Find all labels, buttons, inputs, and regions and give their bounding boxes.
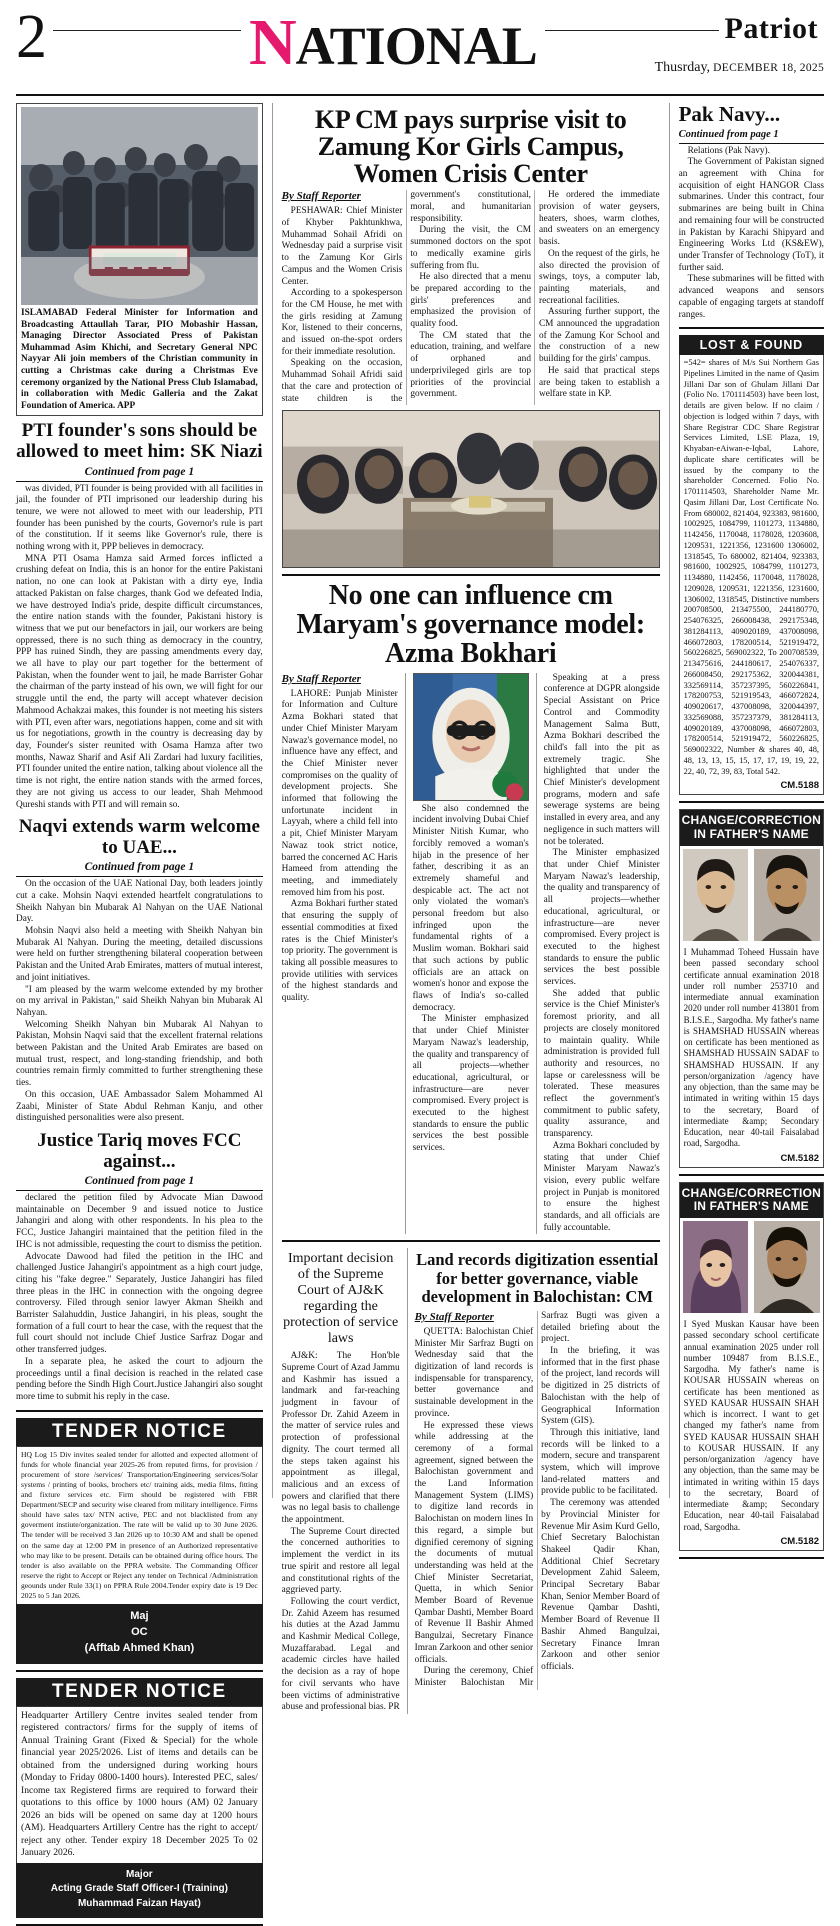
brand-logo: Patriot bbox=[724, 12, 818, 45]
signature-line: OC bbox=[131, 1626, 148, 1639]
photo-illustration bbox=[754, 1221, 820, 1313]
inner-divider bbox=[405, 673, 406, 1235]
page-number: 2 bbox=[16, 3, 47, 71]
paragraph: She added that public service is the Chief Minister's foremost priority, and all projects are closely monitored to maintain quality. While administration is provided full authority and resources, no lapse or carelessness will be tolerated. These measures reflect the government's commitment to public safety, quality assurance, and transparency. bbox=[543, 988, 660, 1140]
paragraph: On the request of the girls, he also directed the provision of swings, toys, a computer lab, painting materials, and recreational facilities. bbox=[538, 248, 660, 306]
paragraph: On the occasion of the UAE National Day, both leaders jointly cut a cake. Mohsin Naqvi extended heartfelt congratulations to Sheikh Nahyan bin Mubarak Al Nahyan on the UAE National Day. bbox=[16, 879, 263, 925]
tender-signature-1 bbox=[16, 1604, 263, 1664]
tender-banner-1: TENDER NOTICE bbox=[16, 1418, 263, 1446]
paragraph: MNA PTI Osama Hamza said Armed forces inflicted a crushing defeat on India, this is an honor for the entire Pakistani nation, no one can look at Pakistan with a dirty eye, India attacked Pakistan on false charges, thank God we defeated India, we have destroyed India's pride, despite difficult circumstances, the entire nation stands with the founder, Pakistani history is witness that we put our benefactors in jail, our workers are being oppressed, there is no such thing as democracy in the country, PPP has ruined Sindh, they are passing amendments every day, we all have to play our part together for the betterment of Pakistan, when the founder went to jail, he made Barrister Gohar the chairman of the party instead of his own, we will fight for our struggle until the end, the party will accept whatever decision Mahmood Achakzai makes, this founder is not meeting his sisters with PTI, even after wars, negotiations happen, come and sit with us for negotiations, growth in the country is decreasing day by day, Founder's sister reunited with Osama Hamza after two months, Nawaz Sharif and Asif Ali Zardari had luxury facilities, PTI founder united the entire nation, talking about violence all the time is not right, the entire nation stands with the armed forces, they are not giving us access to our leader, Shah Mehmood Qureshi stands with PTI and will remain so. bbox=[16, 553, 263, 810]
paragraph: He said that practical steps are being taken to establish a welfare state in KP. bbox=[538, 365, 660, 400]
headline-pak-navy: Pak Navy... bbox=[678, 102, 781, 126]
byline-balochistan: By Staff Reporter bbox=[414, 1310, 494, 1323]
ad-reference-code: CM.5182 bbox=[780, 1152, 819, 1164]
correction-ref-row-2 bbox=[680, 1536, 823, 1550]
signature-line: (Afftab Ahmed Khan) bbox=[84, 1641, 195, 1654]
signature-line: Maj bbox=[130, 1610, 149, 1623]
section-divider-mid-2 bbox=[282, 1240, 660, 1242]
correction-banner-2: CHANGE/CORRECTION IN FATHER'S NAME bbox=[680, 1183, 823, 1219]
correction-banner-1: CHANGE/CORRECTION IN FATHER'S NAME bbox=[680, 810, 823, 846]
tender-body-1: HQ Log 15 Div invites sealed tender for allotted and expected allotment of funds for whole financial year 2025-26 from reputed firms, for provision / procurement of store /services/ Transportation/Engineering services/Solar systems / printing of books, brochers etc/ training aids, media films, fitting and fixture services etc. Firm should be registered with FBR Department/SECP and security wise cleared from military intelligence. Firms should have sales tax/ NTN active, PEC and not blacklisted from any goverment instiute/organization. The rate will be valid up to 30 June 2026. The tender will be received 3 Jan 2026 up to 10:30 AM and shall be opened on the same day at 12:00 PM in presence of an Authorized representative who may like to be present. Details can be obtained during office hours. The tender is also available on the PPRA website. The Commanding Officer reserve the right to Accept or Reject any tender on Technical /Administration geounds under Rule 33(1) on PPRA Rule 2004.Tender expiry date is 19 Dec 2025 to 5 Jan 2026. bbox=[16, 1446, 263, 1604]
masthead bbox=[16, 3, 824, 88]
azma-col-1 bbox=[282, 673, 398, 1235]
photo-illustration bbox=[283, 411, 659, 567]
paragraph: During the visit, the CM summoned doctors on the spot to medically examine girls suffering from flu. bbox=[410, 225, 531, 271]
paragraph: Speaking at a press conference at DGPR alongside Special Assistant on Price Control and Commodity Management Salma Butt, Azma Bokhari described the child's fall into the pit as extremely tragic. She highlighted that under the Chief Minister's development programs, modern and safe sewerage systems are being installed in every area, and any negligence in such matters will not be tolerated. bbox=[543, 672, 660, 847]
paragraph: According to a spokesperson for the CM House, he met with the girls residing at Zamung Kor, listened to their concerns, and issued on-the-spot orders for their immediate resolution. bbox=[281, 288, 403, 357]
paragraph: He also directed that a menu be prepared according to the girls' preferences and emphasized the provision of quality food. bbox=[410, 272, 531, 330]
continued-label-3: Continued from page 1 bbox=[16, 1175, 263, 1191]
photo-caption: ISLAMABAD Federal Minister for Information and Broadcasting Attaullah Tarar, PIO Mobashir Hassan, Managing Director Associated Press of Pakistan Muhammad Asim Khichi, and Secretary General NPC Nayyar Ali join members of the Christian community in cutting a Christmas cake during a Christmas Eve ceremony organized by the National Press Club Islamabad, in collaboration with Medic Galleria and the Zakat Foundation of America. APP bbox=[21, 308, 258, 411]
correction-box-1 bbox=[679, 809, 824, 1167]
article-body-ajk bbox=[282, 1351, 400, 1714]
byline-kp-cm: By Staff Reporter bbox=[281, 190, 361, 203]
headline-azma-bokhari: No one can influence cm Maryam's governance model: Azma Bokhari bbox=[296, 580, 645, 669]
column-divider-left bbox=[272, 103, 273, 1498]
paragraph: He expressed these views while addressing at the ceremony of a formal agreement, signed between the Balochistan government and the Land Information Management System (LIMS) to digitize land records in Balochistan on modern lines In this regard, a simple but dignified ceremony of signing the documents of mutual understanding was held at the Chief Minister Secretariat, Quetta, in which Senior Member Board of Revenue Qambar Dashti, Member Board of Revenue II Bashir Ahmed Bangulzai, Secretary Finance Imran Zarkoon and other senior officials. bbox=[414, 1420, 534, 1665]
right-column bbox=[678, 102, 824, 1547]
article-body-balochistan bbox=[415, 1311, 660, 1690]
article-body-azma-c2 bbox=[413, 804, 529, 1155]
paragraph: Advocate Dawood had filed the petition in the IHC and challenged Justice Jahangiri's appointment as a high court judge, citing his "fake degree." Separately, Justice Jahangiri has filed three pleas in the IHC in connection with the ongoing degree controversy. Filed through senior lawyer Akman Sheikh and Barrister Salahuddin, Justice Jahangiri, in his pleas, sought the formation of a full court to hear the case, with the request that the full court should not include Chief Justice Sarfraz Dogar and other transferred judges. bbox=[16, 1251, 263, 1356]
section-divider-mid-1 bbox=[282, 574, 660, 576]
continued-label-2: Continued from page 1 bbox=[16, 861, 263, 877]
middle-column bbox=[281, 103, 660, 1713]
correction-ad-2 bbox=[679, 1182, 824, 1551]
dateline-day: Thusrday, bbox=[654, 60, 711, 75]
lost-found-ref-row bbox=[680, 780, 823, 794]
tender-signature-2 bbox=[16, 1863, 263, 1919]
tender-banner-2: TENDER NOTICE bbox=[16, 1678, 263, 1706]
signature-line: Major bbox=[126, 1868, 153, 1880]
nameplate-dropcap: N bbox=[249, 6, 296, 79]
paragraph: The Government of Pakistan signed an agreement with China for acquisition of eight HANGOR Class submarines. Under this contract, four submarines are being built in China and remaining four will be constructed in Pakistan by Karachi Shipyard and Engineering Works Ltd (KS&EW), under Transfer of Technology (ToT), it further said. bbox=[678, 157, 824, 273]
photo-illustration bbox=[754, 849, 820, 941]
father-photo-2 bbox=[754, 1221, 820, 1313]
headline-justice-tariq: Justice Tariq moves FCC against... bbox=[37, 1130, 242, 1172]
dateline-date: DECEMBER 18, 2025 bbox=[713, 62, 824, 74]
photo-illustration bbox=[21, 107, 258, 305]
paragraph: AJ&K: The Hon'ble Supreme Court of Azad Jammu and Kashmir has issued a landmark and far-reaching judgment in favour of Professor Dr. Zahid Azeem in the matter of service rules and protection of professional dignity. The court termed all the steps taken against his appointment as illegal, malicious and an excess of powers and clarified that there was no legal basis to challenge the appointment. bbox=[281, 1351, 400, 1526]
paragraph: declared the petition filed by Advocate Mian Dawood maintainable on December 9 and issued notice to Justice Jahangiri and along with other respondents. In his plea to the FCC, Justice Jahangiri maintained that the petition filed in the IHC is not admissible, requesting the court to dismiss the petition. bbox=[16, 1193, 263, 1250]
correction-body-2: I Syed Muskan Kausar have been passed secondary school certificate annual examination 2025 under roll number 109487 from B.I.S.E., Sargodha. My father's name is KOUSAR HUSSAIN whereas on certificate has been mentioned as SYED KAUSAR HUSSAIN SHAH which is incorrect. I want to get changed my father's name from SYED KAUSAR HUSSAIN SHAH to KOUSAR HUSSAIN. If any person/organization /agency have any objection, than the same may be intimated in writing within 15 days to the secretary, Board of intermediate &amp; Secondary Education, near 40-tail Faisalabad road, Sargodha. bbox=[683, 1319, 819, 1532]
content-grid bbox=[16, 102, 824, 1909]
paragraph: She also condemned the incident involving Dubai Chief Minister Nitish Kumar, who forcibly removed a woman's hijab in the presence of her father, describing it as an extremely shameful and despicable act. The act not only violated the woman's personal freedom but also infringed upon the fundamental rights of a Muslim woman. Bokhari said that such actions by public officials are an attack on women's honor and expose the flaws of India's so-called democracy. bbox=[412, 803, 529, 1013]
photo-illustration bbox=[683, 849, 749, 941]
article-body-pak-navy bbox=[679, 146, 824, 322]
photo-illustration bbox=[683, 1221, 749, 1313]
paragraph: Assuring further support, the CM announced the upgradation of the Zamung Kor School and the construction of a new building for the girls' campus. bbox=[538, 307, 660, 365]
paragraph: The Minister emphasized that under Chief Minister Maryam Nawaz's leadership, the quality and transparency of all projects—whether educational, agricultural, or infrastructure—are never compromised. Every project is executed to the highest standards to ensure the public services the best possible services. bbox=[412, 1014, 529, 1154]
tender-body-2: Headquarter Artillery Centre invites sealed tender from registered contractors/ firms for the supply of items of Annual Training Grant (Fixed & Special) for the whole financial year 2025/2026. List of items and details can be obtained from the undersigned during working hours (Monday to Friday 0800-1400 hours). Interested PEC, sales/ Income tax Registered firms are required to forward their quotations to this office by 1000 hours (AM) 02 January 2026 an bids will be opened on same day at 1200 hours (AM). Headquarters Artillery Centre has the right to accept/ reject any other. Tender expiry 18 December 2025 To 02 January 2026. bbox=[16, 1706, 263, 1863]
student-photo-1 bbox=[683, 849, 749, 941]
headline-balochistan: Land records digitization essential for better governance, viable development in Balochistan: CM bbox=[416, 1250, 659, 1307]
inner-divider bbox=[536, 673, 537, 1235]
column-divider-right bbox=[669, 103, 670, 1498]
article-body-azma-c1 bbox=[282, 689, 398, 1005]
article-body-justice bbox=[16, 1193, 263, 1404]
headline-naqvi-uae: Naqvi extends warm welcome to UAE... bbox=[18, 816, 260, 858]
correction-ref-row-1 bbox=[680, 1153, 823, 1167]
paragraph: Azma Bokhari concluded by stating that under Chief Minister Maryam Nawaz's vision, every public welfare project in Punjab is monitored to ensure the highest standards, and all officials are fully accountable. bbox=[543, 1140, 660, 1233]
continued-label-navy: Continued from page 1 bbox=[679, 129, 824, 144]
brand-block bbox=[654, 14, 824, 76]
correction-body-1: I Muhammad Toheed Hussain have been passed secondary school certificate annual examination 2018 under roll number 253710 and intermediate annual examination 2020 under roll number 413801 from B.I.S.E., Sargodha. My father's name is SHAMSHAD HUSSAIN whereas on certificate has been mentioned as SHAMSHAD HUSSAIN SADAF to SHAMSHAD HUSSAIN. If any person/organization /agency have any objection, than the same may be intimated in writing within 15 days to the secretary, Board of intermediate &amp; Secondary Education, near 40-tail Faisalabad road, Sargodha. bbox=[683, 947, 819, 1149]
signature-line: Acting Grade Staff Officer-I (Training) bbox=[50, 1883, 228, 1895]
father-photo-1 bbox=[754, 849, 820, 941]
article-azma-top bbox=[282, 673, 660, 1235]
paragraph: Speaking on the occasion, Muhammad Sohail Afridi said that the care and protection of state children is the government's constitutional, moral, and humanitarian responsibility. bbox=[281, 190, 531, 404]
balochistan-columns bbox=[415, 1311, 660, 1690]
masthead-bottom-rule bbox=[16, 94, 824, 96]
ad-reference-code: CM.5182 bbox=[780, 1535, 819, 1547]
continued-label-1: Continued from page 1 bbox=[16, 466, 263, 482]
correction-ad-1 bbox=[679, 809, 824, 1167]
paragraph: PESHAWAR: Chief Minister of Khyber Pakhtunkhwa, Muhammad Sohail Afridi on Wednesday paid a surprise visit to the Zamung Kor Girls Campus and the Women Crisis Center. bbox=[281, 206, 403, 287]
paragraph: In a separate plea, he asked the court to adjourn the proceedings until a final decision is reached in the related case pending before the Sindh High Court.Justice Jahangiri also sought more time to submit his reply in the case. bbox=[16, 1356, 263, 1402]
paragraph: "I am pleased by the warm welcome extended by my brother on my arrival in Pakistan," said Sheikh Nahyan bin Mubarak Al Nahyan. bbox=[16, 984, 263, 1018]
article-balochistan bbox=[415, 1248, 660, 1714]
article-ajk bbox=[282, 1248, 400, 1714]
article-body-pti bbox=[16, 484, 263, 812]
ad-reference-code: CM.5188 bbox=[780, 780, 819, 792]
photo-illustration bbox=[414, 674, 528, 800]
nameplate-text: ATIONAL bbox=[295, 16, 537, 76]
section-divider-right-2 bbox=[679, 801, 824, 803]
nameplate bbox=[241, 6, 545, 79]
paragraph: On this occasion, UAE Ambassador Salem Mohammed Al Zaabi, Minister of State Abdul Rehman Kanju, and other distinguished personalities were also present. bbox=[16, 1089, 263, 1124]
article-body-azma-c3 bbox=[544, 673, 660, 1235]
lost-and-found-ad bbox=[679, 335, 824, 795]
paragraph: During the ceremony, Chief Minister Balochistan Mir Sarfraz Bugti was given a detailed briefing about the project. bbox=[414, 1310, 660, 1688]
paragraph: The CM stated that the education, training, and welfare of orphaned and underprivileged girls are top priorities of the provincial government. bbox=[410, 330, 531, 400]
correction-box-2 bbox=[679, 1182, 824, 1551]
correction-photos-2 bbox=[680, 1218, 823, 1316]
tender-notice-1 bbox=[16, 1418, 263, 1664]
left-column bbox=[16, 103, 263, 1909]
paragraph: Following the court verdict, Dr. Zahid Azeem has resumed his duties at the Azad Jammu and Kashmir Medical College, Muzaffarabad. Legal and academic circles have hailed the decision as a ray of hope for civil servants who have been victims of administrative abuse and professional bias. PR bbox=[281, 1596, 400, 1713]
paragraph: The ceremony was attended by Provincial Minister for Revenue Mir Asim Kurd Gello, Chief Secretary Balochistan Shakeel Qadir Khan, Additional Chief Secretary Development Zahid Saleem, Principal Secretary Babar Khan, Senior Member Board of Revenue Qambar Dashti, Member Board of Revenue II Bashir Ahmed Bangulzai, Secretary Finance Imran Zarkoon and other senior officials. bbox=[541, 1498, 660, 1672]
headline-pti-founder: PTI founder's sons should be allowed to meet him: SK Niazi bbox=[16, 420, 263, 462]
lost-found-body: =542= shares of M/s Sui Northern Gas Pipelines Limited in the name of Qasim Jillani Dar son of Ghulam Jillani Dar (Folio No. 1701114503) have been lost, details are given below. If no claim / objection is lodged within 7 days, with Share Registrar CDC Share Registrar Services Limited, LSE Plaza, 19, Khyaban-eAiwan-e-Iqbal, Lahore, duplicate share certificates will be issued by the company to the shareholder Concerned. Folio No. 1701114503, Shareholder Name Mr. Qasim Jillani Dar, Lost Certificate No. From 680002, 821404, 923383, 981600, 1002925, 1084799, 1101273, 1134880, 1142456, 1170048, 1178028, 1203608, 1209531, 1221356, 1231600 1306002, 1318545, To 680002, 821404, 923383, 981600, 1002925, 1084799, 1101273, 1134880, 1142456, 1170048, 1178028, 1209028, 1209531, 1221356, 1231600, 1306002, 1318545, Distinctive numbers 200708500, 213475500, 244180770, 254076325, 266008438, 292175348, 381284113, 409020189, 437008098, 466072803, 178200514, 521919472, 560226825, 569002322, To 200708539, 213475616, 244180617, 254076337, 266008450, 292175362, 320044381, 332569114, 357237395, 560226841, 178200753, 521919543, 466072824, 409020617, 437008098, 320044397, 332569088, 357237379, 381284113, 409020189, 437008098, 466072803, 178200514, 521919472, 560226825, 569002322, Number & shares 40, 48, 48, 13, 13, 15, 15, 17, 17, 19, 19, 22, 22, 40, 72, 39, 83, Total 542. bbox=[683, 358, 819, 776]
student-photo-2 bbox=[683, 1221, 749, 1313]
azma-bokhari-portrait bbox=[413, 673, 529, 801]
headline-ajk: Important decision of the Supreme Court of AJ&K regarding the protection of service laws bbox=[283, 1251, 399, 1347]
section-divider-right-3 bbox=[679, 1174, 824, 1176]
tender-notice-2 bbox=[16, 1678, 263, 1918]
zamung-kor-visit-photo bbox=[282, 410, 660, 568]
byline-azma: By Staff Reporter bbox=[281, 672, 361, 685]
headline-kp-cm: KP CM pays surprise visit to Zamung Kor Girls Campus, Women Crisis Center bbox=[314, 105, 627, 188]
article-body-naqvi bbox=[16, 879, 263, 1125]
inner-divider bbox=[407, 1248, 408, 1714]
paragraph: The Supreme Court directed the concerned authorities to implement the verdict in its true spirit and restore all legal and constitutional rights of the aggrieved party. bbox=[281, 1526, 400, 1596]
paragraph: These submarines will be fitted with advanced weapons and sensors capable of engaging targets at standoff ranges. bbox=[678, 274, 824, 320]
paragraph: LAHORE: Punjab Minister for Information and Culture Azma Bokhari stated that under Chief Minister Maryam Nawaz's governance model, no influence have any effect, and the Chief Minister never compromises on the quality of development projects. She informed that following the unfortunate incident in Layyah, where a child fell into a pit, Chief Minister Maryam Nawaz took strict notice, barred the concerned AC Haris Hameed from attending the meeting, and immediately removed him from his post. bbox=[281, 688, 398, 898]
article-body-kp-cm bbox=[282, 190, 660, 405]
paragraph: Welcoming Sheikh Nahyan bin Mubarak Al Nahyan to Pakistan, Mohsin Naqvi said that the excellent fraternal relations between Pakistan and the United Arab Emirates are based on mutual trust, respect, and long-standing friendship, and both countries remain firmly committed to further strengthening these ties. bbox=[16, 1019, 263, 1089]
section-divider-2 bbox=[16, 1670, 263, 1672]
dateline bbox=[654, 60, 824, 76]
paragraph: Through this initiative, land records will be linked to a modern, secure and transparent system, which will improve land-related matters and provide public to be facilitated. bbox=[541, 1427, 660, 1497]
article-kp-cm bbox=[282, 190, 660, 405]
paragraph: In the briefing, it was informed that in the first phase of the project, land records will be digitized in 25 districts of Balochistan with the help of Geographical Information System (GIS). bbox=[541, 1346, 660, 1427]
section-divider-right-4 bbox=[679, 1557, 824, 1559]
paragraph: Mohsin Naqvi also held a meeting with Sheikh Nahyan bin Mubarak Al Nahyan. During the meeting, detailed discussions were held on further strengthening bilateral cooperation between Pakistan and the United Arab Emirates, matters of mutual interest, and joint initiatives. bbox=[16, 926, 263, 983]
paragraph: Azma Bokhari further stated that ensuring the supply of essential commodities at fixed rates is the Chief Minister's top priority. The government is taking all possible measures to provide utilities with services of the highest standards and quality. bbox=[281, 899, 398, 1004]
masthead-rules bbox=[53, 6, 654, 88]
lost-found-banner: LOST & FOUND bbox=[679, 335, 824, 355]
paragraph: Relations (Pak Navy). bbox=[687, 145, 770, 156]
signature-line: Muhammad Faizan Hayat) bbox=[77, 1897, 201, 1909]
lost-found-box bbox=[679, 355, 824, 795]
lead-photo-box bbox=[16, 103, 263, 416]
paragraph: The Minister emphasized that under Chief Minister Maryam Nawaz's leadership, the quality and transparency of all projects—whether educational, agricultural, or infrastructure—are never compromised. Every project is executed to the highest standards to ensure the public services the best possible services. bbox=[543, 848, 660, 988]
paragraph: He ordered the immediate provision of water geysers, heaters, shoes, warm clothes, and sweaters on an emergency basis. bbox=[538, 190, 660, 248]
paragraph: QUETTA: Balochistan Chief Minister Mir Sarfraz Bugti on Wednesday said that the digitization of land records is indispensable for transparency, better governance and sustainable development in the province. bbox=[414, 1326, 534, 1419]
azma-col-3 bbox=[544, 673, 660, 1235]
christmas-cake-photo bbox=[21, 107, 258, 305]
paragraph: was divided, PTI founder is being provided with all facilities in jail, the founder of PTI imprisoned our leadership during his tenure, we were not allowed to meet with our leadership, PTI founder has been punished by the courts, Governor's rule is part of the constitution. If it seems like Governor's rule, there is nothing wrong with it, PPP believes in democracy. bbox=[16, 483, 263, 553]
bottom-stories-row bbox=[282, 1248, 660, 1714]
azma-col-2 bbox=[413, 673, 529, 1235]
section-divider-right-1 bbox=[679, 327, 824, 329]
section-divider-1 bbox=[16, 1410, 263, 1412]
correction-photos-1 bbox=[680, 846, 823, 944]
